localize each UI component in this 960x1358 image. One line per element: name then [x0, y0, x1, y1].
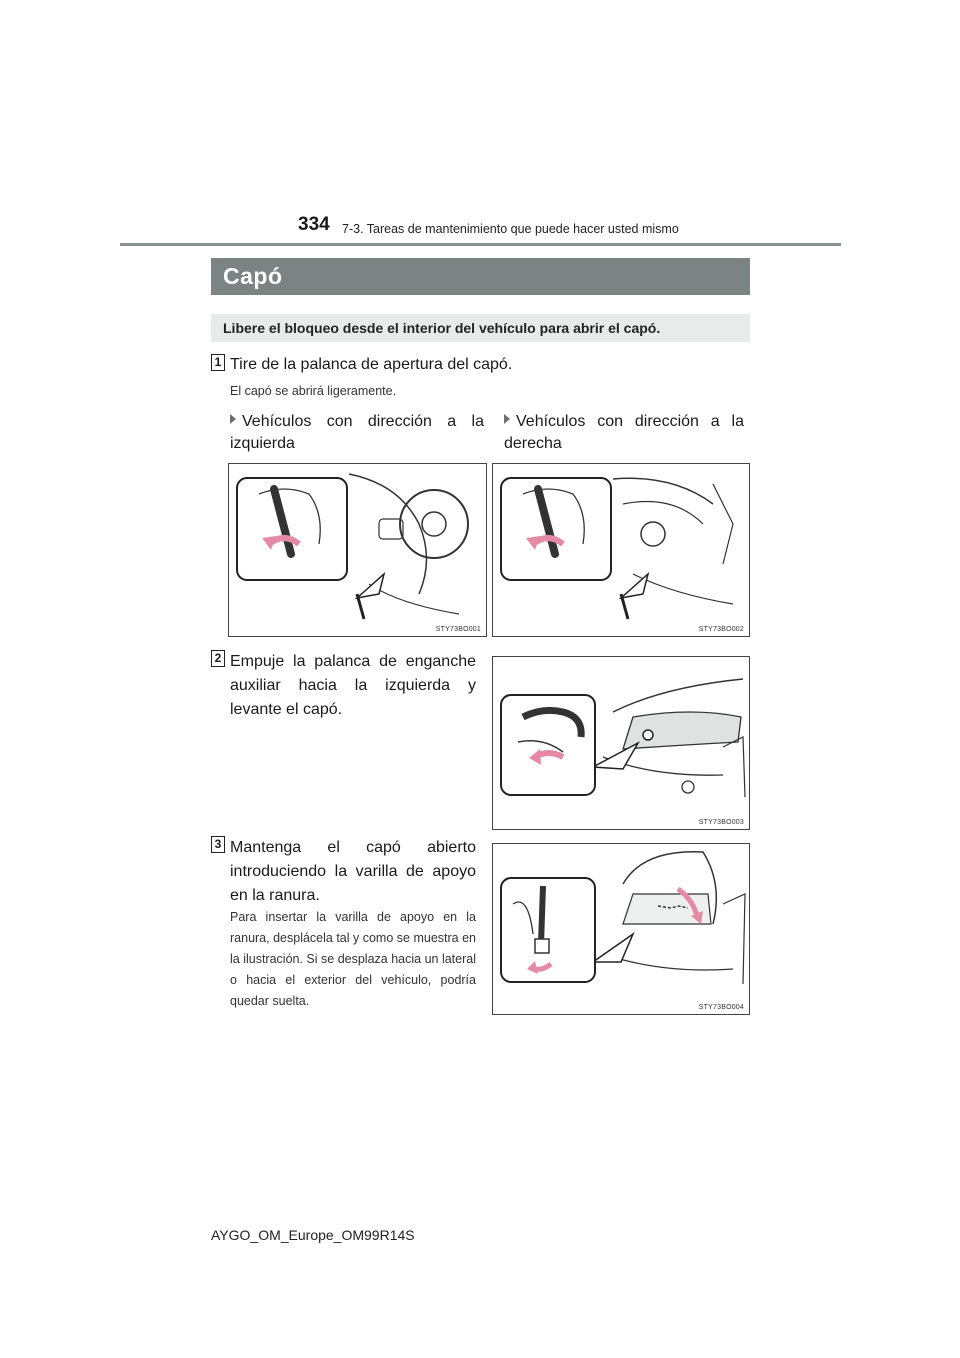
figure-support-rod	[492, 843, 750, 1015]
chapter-title: 7-3. Tareas de mantenimiento que puede hacer usted mismo	[342, 222, 679, 236]
section-title: Capó	[223, 263, 283, 289]
step-badge-3: 3	[211, 836, 225, 853]
document-id: AYGO_OM_Europe_OM99R14S	[211, 1227, 415, 1243]
page-number: 334	[298, 214, 330, 235]
figure-code: STY73BO003	[698, 819, 744, 826]
variant-label-left	[230, 411, 484, 455]
support-rod-illustration	[493, 844, 749, 1014]
figure-code: STY73BO001	[435, 626, 481, 633]
figure-auxiliary-catch	[492, 656, 750, 830]
bullet-arrow-icon	[230, 414, 236, 424]
variant-left-text: Vehículos con dirección a la izquierda	[230, 413, 484, 452]
step-badge-2: 2	[211, 650, 225, 667]
section-title-bar	[211, 258, 750, 295]
header-divider	[120, 243, 841, 246]
figure-code: STY73BO002	[698, 626, 744, 633]
rhd-illustration	[493, 464, 749, 636]
variant-label-right	[504, 411, 744, 455]
intro-text: Libere el bloqueo desde el interior del vehículo para abrir el capó.	[223, 320, 661, 336]
step-2-text: Empuje la palanca de enganche auxiliar hacia la izquierda y levante el capó.	[230, 653, 476, 718]
auxiliary-catch-illustration	[493, 657, 749, 829]
step-1-note: El capó se abrirá ligeramente.	[230, 384, 397, 398]
bullet-arrow-icon	[504, 414, 510, 424]
step-3-note: Para insertar la varilla de apoyo en la ranura, desplácela tal y como se muestra en la ilustración. Si se desplaza hacia un lateral o hacia el exterior del vehículo, podría quedar suelta.	[230, 910, 476, 1008]
lhd-illustration	[229, 464, 486, 636]
step-3-text: Mantenga el capó abierto introduciendo la varilla de apoyo en la ranura.	[230, 839, 476, 904]
variant-right-text: Vehículos con dirección a la derecha	[504, 413, 744, 452]
figure-rhd-hood-release	[492, 463, 750, 637]
figure-lhd-hood-release	[228, 463, 487, 637]
figure-code: STY73BO004	[698, 1004, 744, 1011]
step-1-text: Tire de la palanca de apertura del capó.	[230, 356, 513, 373]
step-badge-1: 1	[211, 354, 225, 371]
intro-box	[211, 314, 750, 342]
